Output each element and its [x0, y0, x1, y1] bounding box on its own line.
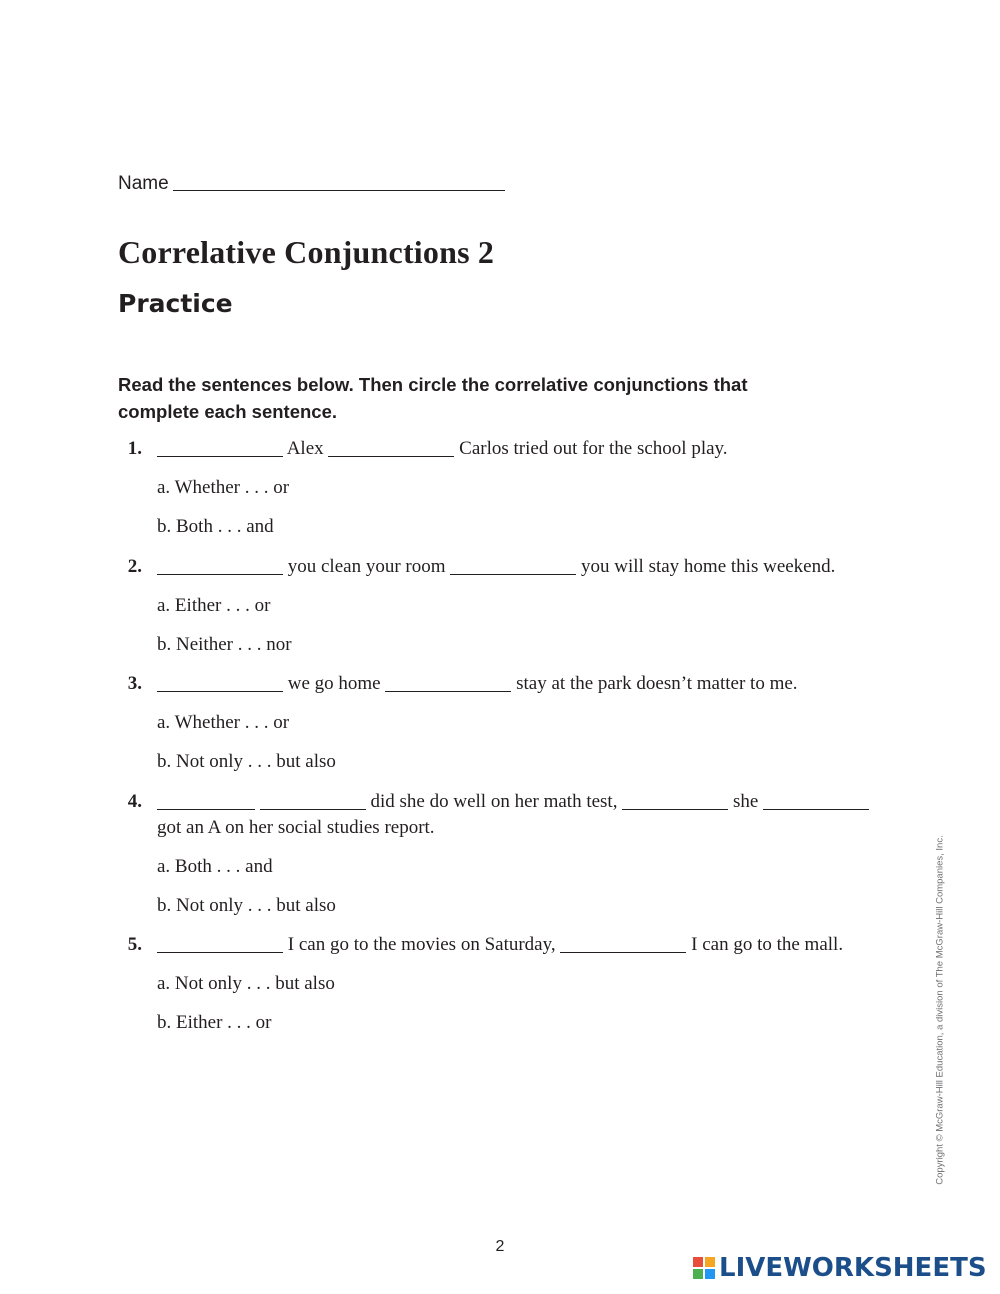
copyright-notice: Copyright © McGraw-Hill Education, a division of The McGraw-Hill Companies, Inc.: [934, 835, 946, 1185]
option-b[interactable]: b. Both . . . and: [157, 516, 274, 537]
question-text-part: stay at the park doesn’t matter to me.: [516, 673, 798, 694]
answer-blank[interactable]: [763, 792, 869, 810]
option-a[interactable]: a. Whether . . . or: [157, 712, 290, 733]
answer-blank[interactable]: [622, 792, 728, 810]
question-text-part: you will stay home this weekend.: [581, 556, 836, 577]
question-number: 2.: [127, 556, 142, 577]
question-text-part: you clean your room: [287, 556, 446, 577]
question-number: 5.: [127, 934, 142, 955]
question-text-part: I can go to the movies on Saturday,: [287, 934, 556, 955]
option-b[interactable]: b. Neither . . . nor: [157, 634, 292, 655]
question-number: 1.: [127, 438, 142, 459]
question-5-text: [157, 932, 843, 958]
answer-blank[interactable]: [157, 557, 283, 575]
option-a[interactable]: a. Whether . . . or: [157, 477, 290, 498]
logo-text: LIVEWORKSHEETS: [719, 1253, 987, 1283]
question-text-part: did she do well on her math test,: [370, 791, 618, 812]
answer-blank[interactable]: [385, 674, 511, 692]
question-text-part: got an A on her social studies report.: [157, 817, 435, 838]
answer-blank[interactable]: [157, 439, 283, 457]
option-b[interactable]: b. Not only . . . but also: [157, 751, 336, 772]
answer-blank[interactable]: [157, 935, 283, 953]
answer-blank[interactable]: [157, 674, 283, 692]
name-field-row: [118, 172, 505, 195]
option-a[interactable]: a. Not only . . . but also: [157, 973, 335, 994]
option-a[interactable]: a. Either . . . or: [157, 595, 271, 616]
question-3-text: [157, 671, 798, 697]
question-2-text: [157, 554, 835, 580]
question-4-text: [157, 789, 869, 815]
logo-squares-icon: [693, 1257, 715, 1279]
instructions: Read the sentences below. Then circle the correlative conjunctions that complete each sentence.: [118, 374, 748, 422]
page-title: Correlative Conjunctions 2: [118, 234, 495, 270]
page-subtitle: Practice: [118, 289, 233, 318]
question-text-part: she: [732, 791, 759, 812]
option-b[interactable]: b. Not only . . . but also: [157, 895, 336, 916]
question-1-text: [157, 436, 728, 462]
answer-blank[interactable]: [560, 935, 686, 953]
question-number: 4.: [127, 791, 142, 812]
option-b[interactable]: b. Either . . . or: [157, 1012, 272, 1033]
page-number: 2: [495, 1238, 505, 1255]
name-blank[interactable]: [173, 172, 505, 191]
answer-blank[interactable]: [260, 792, 366, 810]
liveworksheets-logo[interactable]: [693, 1253, 987, 1283]
question-text-part: Alex: [286, 438, 324, 459]
answer-blank[interactable]: [450, 557, 576, 575]
question-text-part: Carlos tried out for the school play.: [459, 438, 728, 459]
name-label: Name: [118, 173, 169, 194]
question-number: 3.: [127, 673, 142, 694]
answer-blank[interactable]: [328, 439, 454, 457]
answer-blank[interactable]: [157, 792, 255, 810]
question-text-part: I can go to the mall.: [691, 934, 844, 955]
question-text-part: we go home: [287, 673, 381, 694]
option-a[interactable]: a. Both . . . and: [157, 856, 273, 877]
